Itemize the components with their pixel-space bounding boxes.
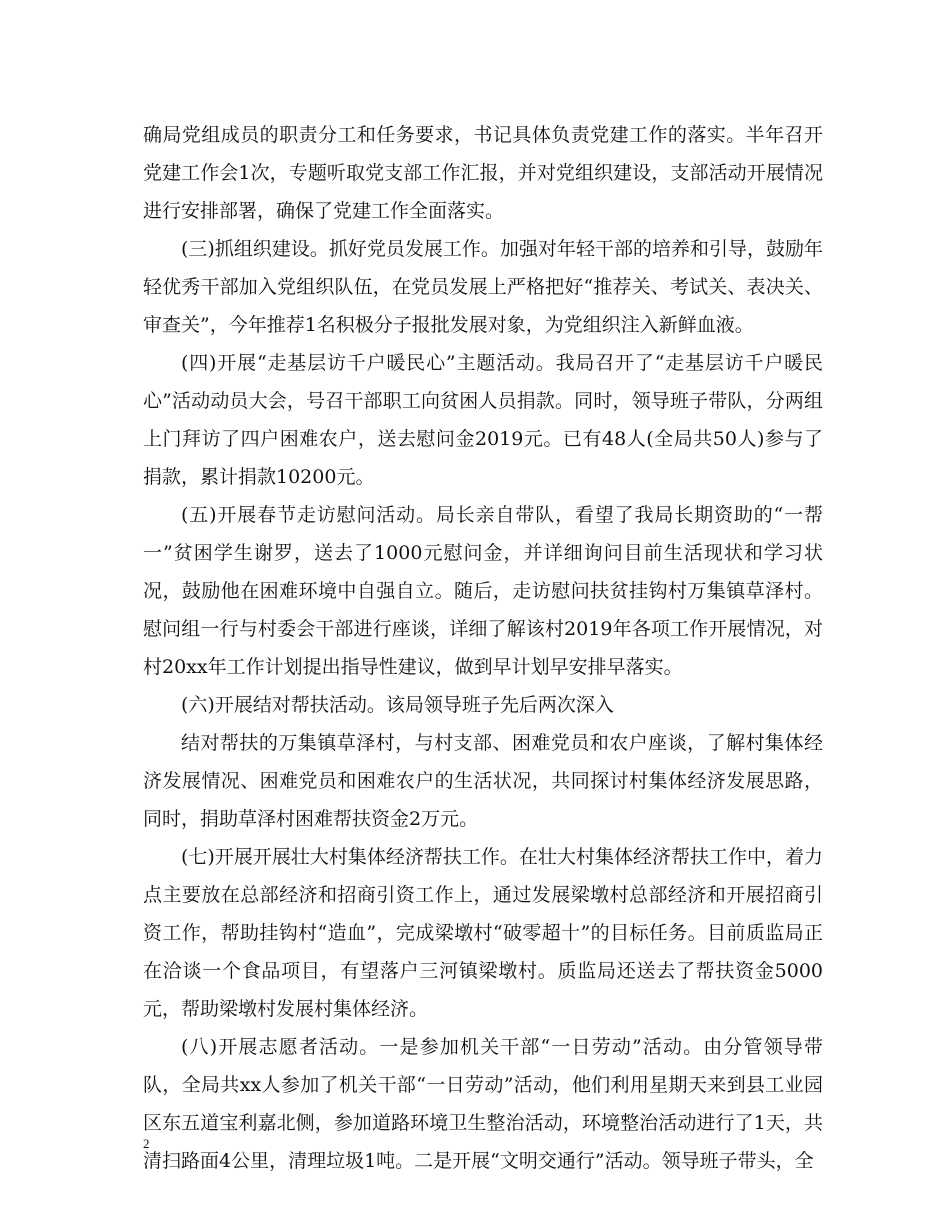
paragraph-4: (五)开展春节走访慰问活动。局长亲自带队，看望了我局长期资助的“一帮一”贫困学生谢罗，送去了1000元慰问金，并详细询问目前生活现状和学习状况，鼓励他在困难环境中自强自立。随后，走访慰问扶贫挂钩村万集镇草泽村。慰问组一行与村委会干部进行座谈，详细了解该村2019年各项工作开展情况，对村20xx年工作计划提出指导性建议，做到早计划早安排早落实。 xyxy=(143,504,823,678)
paragraph-5: (六)开展结对帮扶活动。该局领导班子先后两次深入 xyxy=(181,694,614,716)
paragraph-3: (四)开展“走基层访千户暖民心”主题活动。我局召开了“走基层访千户暖民心”活动动员大会，号召干部职工向贫困人员捐款。同时，领导班子带队，分两组上门拜访了四户困难农户，送去慰问金2019元。已有48人(全局共50人)参与了捐款，累计捐款10200元。 xyxy=(143,352,823,488)
paragraph-8: (八)开展志愿者活动。一是参加机关干部“一日劳动”活动。由分管领导带队，全局共xx人参加了机关干部“一日劳动”活动，他们利用星期天来到县工业园区东五道宝利嘉北侧，参加道路环境卫生整治活动，环境整治活动进行了1天，共清扫路面4公里，清理垃圾1吨。二是开展“文明交通行”活动。领导班子带头，全 xyxy=(143,1036,823,1172)
paragraph-1: 确局党组成员的职责分工和任务要求，书记具体负责党建工作的落实。半年召开党建工作会1次，专题听取党支部工作汇报，并对党组织建设，支部活动开展情况进行安排部署，确保了党建工作全面落实。 xyxy=(143,124,823,222)
paragraph-2: (三)抓组织建设。抓好党员发展工作。加强对年轻干部的培养和引导，鼓励年轻优秀干部加入党组织队伍，在党员发展上严格把好“推荐关、考试关、表决关、审查关”，今年推荐1名积极分子报批发展对象，为党组织注入新鲜血液。 xyxy=(143,238,823,336)
document-body xyxy=(143,116,823,1180)
paragraph-7: (七)开展开展壮大村集体经济帮扶工作。在壮大村集体经济帮扶工作中，着力点主要放在总部经济和招商引资工作上，通过发展梁墩村总部经济和开展招商引资工作，帮助挂钩村“造血”，完成梁墩村“破零超十”的目标任务。目前质监局正在洽谈一个食品项目，有望落户三河镇梁墩村。质监局还送去了帮扶资金5000元，帮助梁墩村发展村集体经济。 xyxy=(143,846,823,1020)
page-number: 2 xyxy=(143,1136,150,1151)
paragraph-6: 结对帮扶的万集镇草泽村，与村支部、困难党员和农户座谈，了解村集体经济发展情况、困难党员和困难农户的生活状况，共同探讨村集体经济发展思路，同时，捐助草泽村困难帮扶资金2万元。 xyxy=(143,732,823,830)
